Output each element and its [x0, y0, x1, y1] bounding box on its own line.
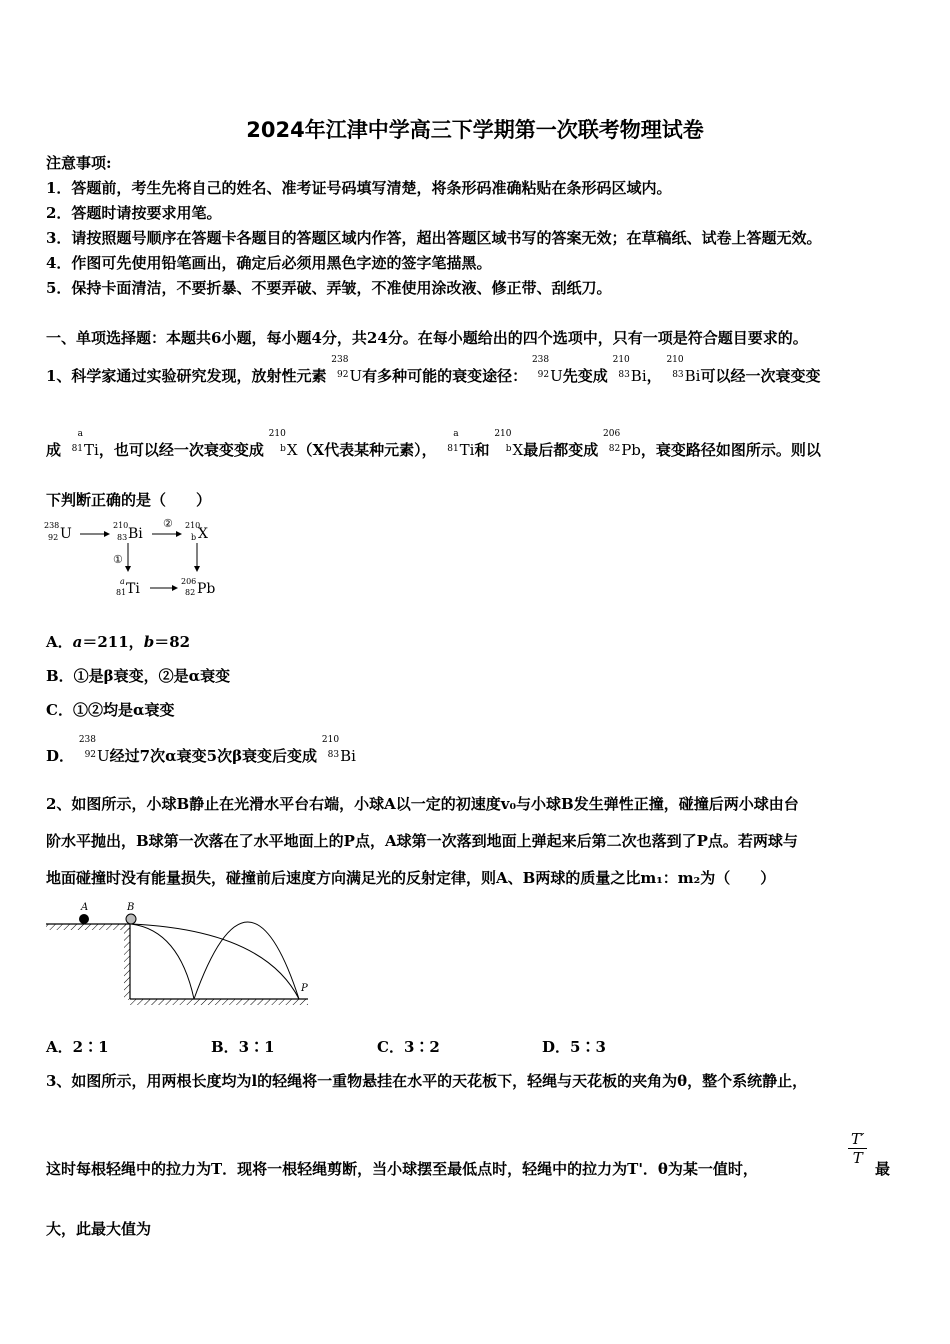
element-symbol: Ti — [84, 441, 99, 459]
notice-item: 5．保持卡面清洁，不要折暴、不要弄破、弄皱，不准使用涂改液、修正带、刮纸刀。 — [46, 279, 612, 297]
option-text: ＝82 — [154, 633, 191, 651]
q1-text: 可以经一次衰变变 — [700, 367, 821, 385]
diagram-node-pb — [181, 577, 215, 597]
option-prefix: A． — [46, 633, 73, 651]
q2-option-a[interactable]: A．2∶1 — [46, 1038, 109, 1056]
arrow-head — [194, 566, 200, 572]
diagram-node-u — [44, 521, 72, 542]
trajectory-a-first — [131, 924, 194, 999]
arrow-head — [172, 585, 178, 591]
atomic-number: 82 — [185, 588, 196, 597]
fraction-t-ratio — [848, 1130, 867, 1167]
q1-text: 成 — [46, 441, 62, 459]
arrow-head — [176, 531, 182, 537]
element-symbol: X — [198, 526, 208, 542]
atomic-number: 82 — [608, 444, 621, 454]
notice-heading: 注意事项: — [46, 154, 112, 172]
atomic-number: 92 — [337, 370, 349, 380]
isotope-pb — [598, 429, 641, 459]
q2-option-d[interactable]: D．5∶3 — [542, 1038, 606, 1056]
atomic-number: 83 — [327, 750, 340, 760]
option-prefix: D． — [46, 747, 75, 765]
label-a: A — [81, 902, 89, 913]
element-symbol: Ti — [459, 441, 475, 459]
atomic-number: 83 — [117, 533, 128, 542]
q1-text: 有多种可能的衰变途径： — [362, 367, 528, 385]
element-symbol: X — [286, 441, 298, 459]
q1-line3: 下判断正确的是（ ） — [46, 491, 212, 509]
decay-label: ② — [163, 517, 173, 530]
atomic-number: 81 — [71, 444, 84, 454]
mass-number: 238 — [531, 355, 550, 365]
arrow-head — [125, 566, 131, 572]
isotope-bi — [317, 735, 356, 765]
diagram-node-ti — [116, 577, 140, 597]
element-symbol: Pb — [197, 581, 216, 597]
q1-text: 最后都变成 — [523, 441, 599, 459]
atomic-number: 81 — [447, 444, 459, 454]
ground-hatch — [130, 999, 308, 1005]
option-text: b — [143, 633, 155, 651]
element-symbol: Bi — [630, 367, 647, 385]
mass-number: 238 — [44, 521, 60, 530]
atomic-number: 92 — [537, 370, 550, 380]
mass-number: 210 — [612, 355, 630, 365]
isotope-u — [527, 355, 563, 385]
isotope-ti — [437, 429, 475, 459]
option-text: ＝211， — [82, 633, 144, 651]
q1-text: （X代表某种元素）， — [297, 441, 437, 459]
fraction-denominator: T — [852, 1149, 863, 1167]
isotope-u — [74, 735, 110, 765]
decay-diagram — [40, 515, 240, 600]
mass-number: 238 — [78, 735, 97, 745]
q1-line2 — [46, 429, 821, 460]
page-title: 2024年江津中学高三下学期第一次联考物理试卷 — [246, 118, 704, 142]
notice-item: 3．请按照题号顺序在答题卡各题目的答题区域内作答，超出答题区域书写的答案无效；在草稿纸、试卷上答题无效。 — [46, 229, 822, 247]
atomic-number: b — [505, 444, 512, 454]
q1-option-d[interactable] — [46, 735, 356, 766]
notice-item: 4．作图可先使用铅笔画出，确定后必须用黑色字迹的签字笔描黑。 — [46, 254, 492, 272]
element-symbol: Bi — [340, 747, 356, 765]
atomic-number: 83 — [618, 370, 630, 380]
q1-text: 和 — [474, 441, 490, 459]
q1-text: ， — [646, 367, 662, 385]
atomic-number: 83 — [672, 370, 684, 380]
q1-text: 1、科学家通过实验研究发现，放射性元素 — [46, 367, 327, 385]
diagram-node-bi — [113, 521, 143, 542]
mass-number: 206 — [181, 577, 197, 586]
decay-label: ① — [113, 553, 123, 566]
q2-option-b[interactable]: B．3∶1 — [211, 1038, 275, 1056]
mass-number: 210 — [494, 429, 512, 439]
platform-hatch — [46, 924, 130, 930]
mass-number: 210 — [185, 521, 201, 530]
q1-text: 先变成 — [562, 367, 608, 385]
q3-line2-end: 最 — [875, 1160, 891, 1178]
notice-item: 2．答题时请按要求用笔。 — [46, 204, 222, 222]
q1-line1 — [46, 355, 821, 386]
option-text: 经过7次α衰变5次β衰变后变成 — [109, 747, 318, 765]
element-symbol: Ti — [126, 581, 140, 597]
isotope-x — [264, 429, 298, 459]
label-b: B — [127, 902, 135, 913]
q2-line3: 地面碰撞时没有能量损失，碰撞前后速度方向满足光的反射定律，则A、B两球的质量之比m₁：m₂为（ ） — [46, 869, 776, 887]
mass-number: 210 — [321, 735, 340, 745]
element-symbol: X — [512, 441, 524, 459]
q1-option-b[interactable]: B．①是β衰变，②是α衰变 — [46, 667, 231, 685]
element-symbol: Bi — [128, 526, 143, 542]
mass-number: 206 — [603, 429, 621, 439]
diagram-node-x — [185, 521, 208, 542]
isotope-x — [490, 429, 524, 459]
ball-b — [126, 914, 136, 924]
q2-line2: 阶水平抛出，B球第一次落在了水平地面上的P点，A球第一次落到地面上弹起来后第二次也落到了P点。若两球与 — [46, 832, 798, 850]
notice-item: 1．答题前，考生先将自己的姓名、准考证号码填写清楚，将条形码准确粘贴在条形码区域内。 — [46, 179, 672, 197]
isotope-u — [326, 355, 363, 385]
q1-text: ，也可以经一次衰变变成 — [98, 441, 264, 459]
mass-number: 210 — [666, 355, 684, 365]
mass-number: 210 — [113, 521, 129, 530]
atomic-number: 81 — [116, 588, 127, 597]
mass-number: 238 — [331, 355, 349, 365]
q1-text: ，衰变路径如图所示。则以 — [640, 441, 821, 459]
fraction-numerator: T′ — [848, 1130, 867, 1149]
atomic-number: b — [280, 444, 286, 454]
q1-option-c[interactable]: C．①②均是α衰变 — [46, 701, 175, 719]
mass-number: a — [77, 429, 84, 439]
q2-option-c[interactable]: C．3∶2 — [377, 1038, 440, 1056]
element-symbol: U — [349, 367, 363, 385]
element-symbol: U — [97, 747, 110, 765]
atomic-number: 92 — [48, 533, 59, 542]
trajectory-a-bounce — [194, 922, 299, 999]
mass-number: a — [453, 429, 459, 439]
element-symbol: Bi — [684, 367, 701, 385]
mass-number: a — [120, 577, 125, 586]
atomic-number: b — [191, 533, 197, 542]
section-heading: 一、单项选择题：本题共6小题，每小题4分，共24分。在每小题给出的四个选项中，只有一项是符合题目要求的。 — [46, 329, 808, 347]
isotope-ti — [61, 429, 99, 459]
trajectory-b — [131, 924, 299, 999]
wall-hatch — [124, 924, 130, 1000]
q3-line1: 3、如图所示，用两根长度均为l的轻绳将一重物悬挂在水平的天花板下，轻绳与天花板的夹角为θ，整个系统静止， — [46, 1072, 808, 1090]
q1-option-a[interactable] — [46, 631, 190, 652]
projectile-diagram — [44, 900, 324, 1010]
mass-number: 210 — [268, 429, 286, 439]
option-text: a — [72, 633, 83, 651]
arrow-head — [104, 531, 110, 537]
isotope-bi — [608, 355, 647, 385]
q3-line2: 这时每根轻绳中的拉力为T．现将一根轻绳剪断，当小球摆至最低点时，轻绳中的拉力为T'．θ为某一值时， — [46, 1160, 758, 1178]
fraction — [848, 1130, 867, 1167]
label-p: P — [301, 983, 308, 994]
element-symbol: Pb — [621, 441, 641, 459]
q3-line3: 大，此最大值为 — [46, 1220, 152, 1238]
atomic-number: 92 — [84, 750, 97, 760]
isotope-bi — [662, 355, 701, 385]
ball-a — [79, 914, 89, 924]
element-symbol: U — [60, 526, 72, 542]
element-symbol: U — [550, 367, 563, 385]
q2-line1: 2、如图所示，小球B静止在光滑水平台右端，小球A以一定的初速度v₀与小球B发生弹性正撞，碰撞后两小球由台 — [46, 795, 799, 813]
